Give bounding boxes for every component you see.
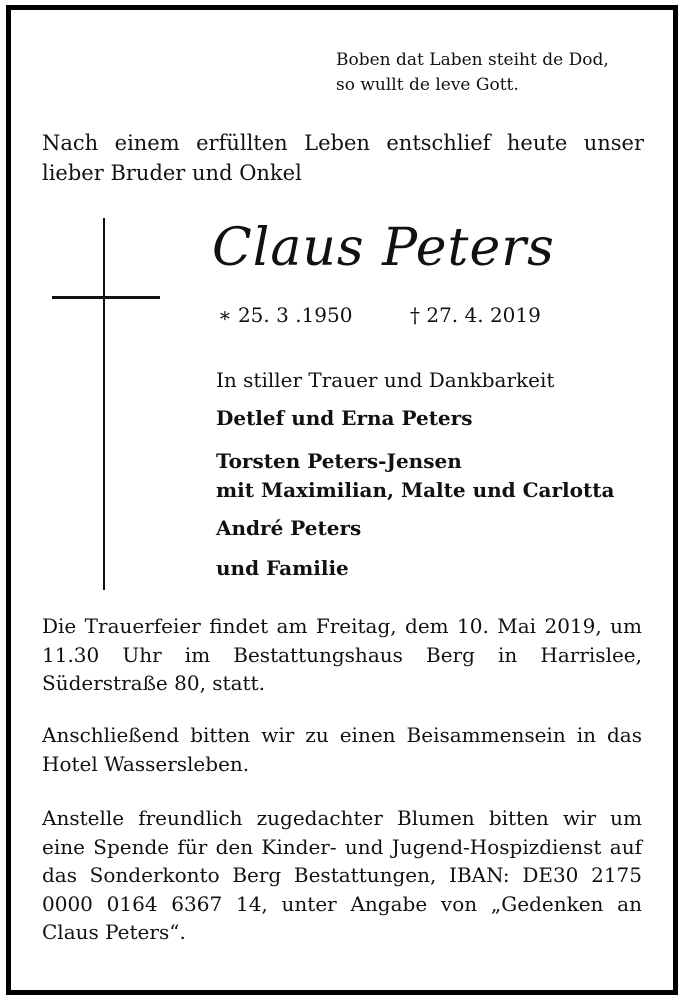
intro-text: Nach einem erfüllten Leben entschlief heute unser lieber Bruder und Onkel <box>42 131 644 185</box>
cross-icon <box>103 218 105 590</box>
mourner-family: mit Maximilian, Malte und Carlotta <box>216 478 615 502</box>
mourner-family: und Familie <box>216 556 349 580</box>
birth-date: ∗ 25. 3 .1950 <box>218 303 353 327</box>
mourners-heading: In stiller Trauer und Dankbarkeit <box>216 368 555 392</box>
gathering-paragraph: Anschließend bitten wir zu einen Beisammensein in das Hotel Wassersleben. <box>42 723 642 776</box>
motto <box>336 48 656 98</box>
donation-paragraph: Anstelle freundlich zugedachter Blumen bitten wir um eine Spende für den Kinder- und Jugend-Hospizdienst auf das Sonderkonto Berg Bestattungen, IBAN: DE30 2175 0000 0164 6367 14, unter Angabe von „Gedenken an Claus Peters“. <box>42 806 642 944</box>
mourner-family: Torsten Peters-Jensen <box>216 449 462 473</box>
death-date: † 27. 4. 2019 <box>410 303 541 327</box>
motto-line-1: Boben dat Laben steiht de Dod, <box>336 50 609 70</box>
funeral-info-paragraph: Die Trauerfeier findet am Freitag, dem 10. Mai 2019, um 11.30 Uhr im Bestattungshaus Berg in Harrislee, Süderstraße 80, statt. <box>42 614 642 695</box>
deceased-name: Claus Peters <box>212 218 555 278</box>
mourner-family: Detlef und Erna Peters <box>216 406 473 430</box>
cross-icon-bar <box>52 296 160 299</box>
mourner-family: André Peters <box>216 516 362 540</box>
motto-line-2: so wullt de leve Gott. <box>336 75 519 95</box>
